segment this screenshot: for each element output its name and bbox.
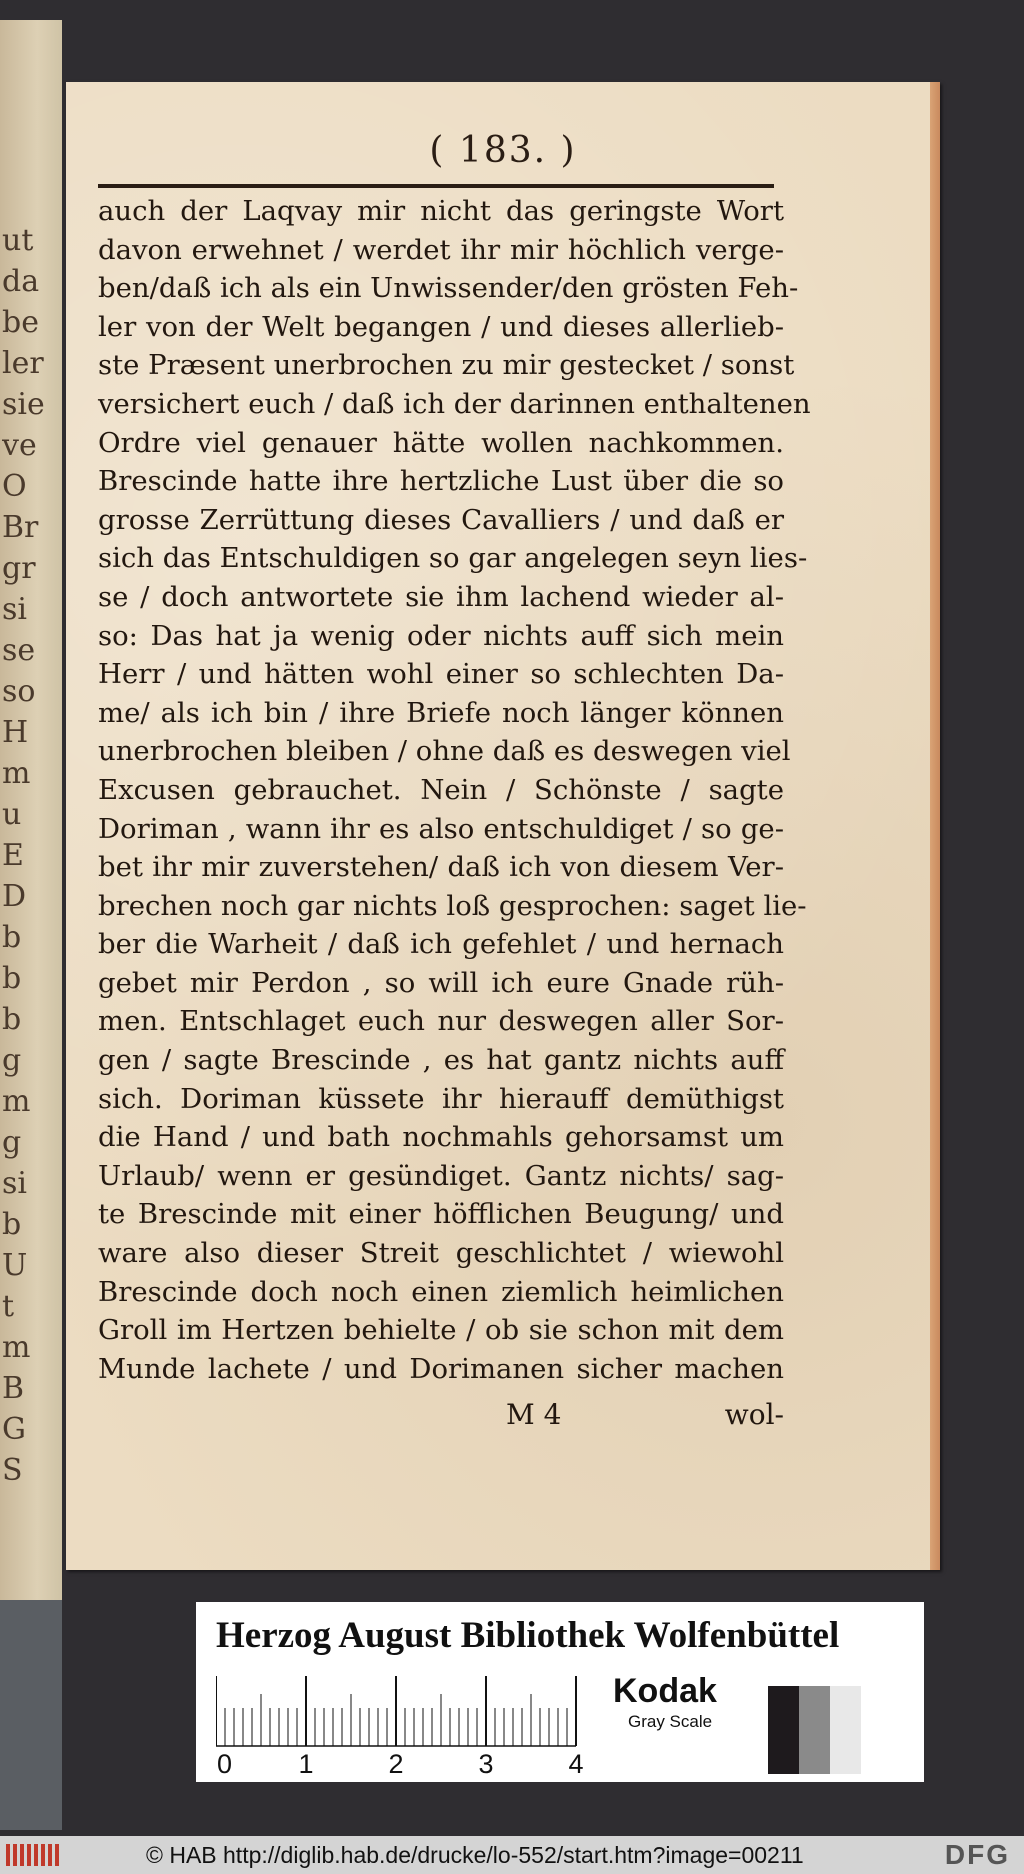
facing-page-fragment: H: [2, 715, 29, 750]
text-line: davon erwehnet / werdet ihr mir höchlich verge-: [98, 233, 784, 266]
body-text: [98, 192, 811, 1388]
ruler-label: 1: [298, 1749, 314, 1774]
facing-page-fragment: ler: [2, 346, 44, 381]
facing-page-fragment: se: [2, 633, 36, 668]
facing-page-fragment: b: [2, 1002, 22, 1037]
facing-page-fragment: t: [2, 1289, 15, 1324]
kodak-logo: Kodak: [613, 1672, 717, 1710]
text-line: Urlaub/ wenn er gesündiget. Gantz nichts/ sag-: [98, 1159, 784, 1192]
gray-swatch: [768, 1686, 799, 1774]
text-line: auch der Laqvay mir nicht das geringste Wort: [98, 195, 784, 227]
text-line: sich das Entschuldigen so gar angelegen seyn lies-: [98, 542, 808, 575]
text-line: ber die Warheit / daß ich gefehlet / und hernach: [98, 928, 784, 961]
page-number: ( 183. ): [429, 130, 577, 171]
text-line: die Hand / und bath nochmahls gehorsamst um: [98, 1121, 784, 1154]
book-page: [66, 82, 940, 1570]
text-line: ste Præsent unerbrochen zu mir gestecket / sonst: [98, 349, 795, 382]
text-line: te Brescinde mit einer höfflichen Beugung/ und: [98, 1198, 784, 1231]
facing-page-fragment: m: [2, 1330, 31, 1365]
catchword: wol-: [724, 1398, 784, 1431]
facing-page-fragment: si: [2, 592, 27, 627]
dfg-logo: DFG: [944, 1839, 1010, 1870]
page-edge: [930, 82, 940, 1570]
header-rule: [98, 184, 774, 188]
facing-page-edge: [0, 20, 62, 1660]
footer-bar: [0, 1836, 1024, 1874]
page-footer-line: [98, 1398, 784, 1438]
facing-page-fragment: S: [2, 1453, 23, 1488]
facing-page-fragment: sie: [2, 387, 45, 422]
facing-page-fragment: gr: [2, 551, 36, 586]
ruler-label: 2: [388, 1749, 404, 1774]
facing-page-fragment: b: [2, 961, 22, 996]
text-line: se / doch antwortete sie ihm lachend wieder al-: [98, 580, 784, 613]
facing-page-fragment: g: [2, 1043, 22, 1078]
barcode-icon: [6, 1844, 59, 1866]
facing-page-fragment: si: [2, 1166, 27, 1201]
facing-page-fragment: G: [2, 1412, 26, 1447]
gray-scale-swatches: [768, 1686, 861, 1774]
text-line: gen / sagte Brescinde , es hat gantz nichts auff: [98, 1044, 784, 1077]
facing-page-fragment: D: [2, 879, 27, 914]
facing-page-fragment: m: [2, 756, 31, 791]
facing-page-fragment: U: [2, 1248, 28, 1283]
text-line: sich. Doriman küssete ihr hierauff demüthigst: [98, 1082, 784, 1115]
text-line: bet ihr mir zuverstehen/ daß ich von diesem Ver-: [98, 851, 784, 884]
text-line: brechen noch gar nichts loß gesprochen: saget lie-: [98, 889, 807, 922]
text-line: Ordre viel genauer hätte wollen nachkommen.: [98, 426, 784, 459]
facing-page-fragment: m: [2, 1084, 31, 1119]
library-name: Herzog August Bibliothek Wolfenbüttel: [216, 1615, 840, 1656]
text-line: ben/daß ich als ein Unwissender/den grösten Feh-: [98, 272, 799, 305]
copyright-link[interactable]: © HAB http://diglib.hab.de/drucke/lo-552/start.htm?image=00211: [146, 1842, 804, 1868]
facing-page-fragment: b: [2, 920, 22, 955]
facing-page-fragment: so: [2, 674, 36, 709]
facing-page-fragment: ve: [2, 428, 37, 463]
facing-page-fragment: E: [2, 838, 24, 873]
facing-page-fragment: da: [2, 264, 40, 299]
ruler-label: 0: [217, 1749, 233, 1774]
facing-page-text-fragments: [2, 220, 62, 1491]
calibration-card: [196, 1602, 924, 1782]
gray-scale-label: Gray Scale: [628, 1712, 713, 1731]
facing-page-fragment: ut: [2, 223, 34, 258]
text-line: unerbrochen bleiben / ohne daß es deswegen viel: [98, 735, 791, 768]
text-line: Excusen gebrauchet. Nein / Schönste / sagte: [98, 773, 784, 806]
text-line: grosse Zerrüttung dieses Cavalliers / und daß er: [98, 503, 784, 536]
text-line: Herr / und hätten wohl einer so schlechten Da-: [98, 658, 784, 691]
signature-mark: M 4: [506, 1398, 562, 1431]
text-line: Munde lachete / und Dorimanen sicher machen: [98, 1352, 784, 1385]
text-line: gebet mir Perdon , so will ich eure Gnade rüh-: [98, 966, 784, 999]
text-line: versichert euch / daß ich der darinnen enthaltenen: [98, 387, 811, 420]
gray-swatch: [799, 1686, 830, 1774]
facing-page-fragment: Br: [2, 510, 39, 545]
facing-page-fragment: be: [2, 305, 39, 340]
scale-ruler: [216, 1674, 596, 1774]
text-line: men. Entschlaget euch nur deswegen aller Sor-: [98, 1005, 784, 1038]
facing-page-fragment: g: [2, 1125, 22, 1160]
text-line: Brescinde hatte ihre hertzliche Lust über die so: [98, 465, 784, 498]
ruler-label: 3: [478, 1749, 494, 1774]
ruler-label: 4: [568, 1749, 584, 1774]
facing-page-shadow: [0, 1600, 62, 1830]
text-line: ler von der Welt begangen / und dieses allerlieb-: [98, 310, 784, 343]
text-line: Groll im Hertzen behielte / ob sie schon mit dem: [98, 1314, 784, 1347]
text-line: Doriman , wann ihr es also entschuldiget / so ge-: [98, 812, 784, 845]
facing-page-fragment: B: [2, 1371, 25, 1406]
facing-page-fragment: b: [2, 1207, 22, 1242]
text-line: me/ als ich bin / ihre Briefe noch länger können: [98, 696, 784, 729]
gray-swatch: [830, 1686, 861, 1774]
text-line: ware also dieser Streit geschlichtet / wiewohl: [98, 1237, 784, 1270]
facing-page-fragment: O: [2, 469, 27, 504]
text-line: Brescinde doch noch einen ziemlich heimlichen: [98, 1275, 784, 1308]
text-line: so: Das hat ja wenig oder nichts auff sich mein: [98, 619, 784, 652]
facing-page-fragment: u: [2, 797, 22, 832]
